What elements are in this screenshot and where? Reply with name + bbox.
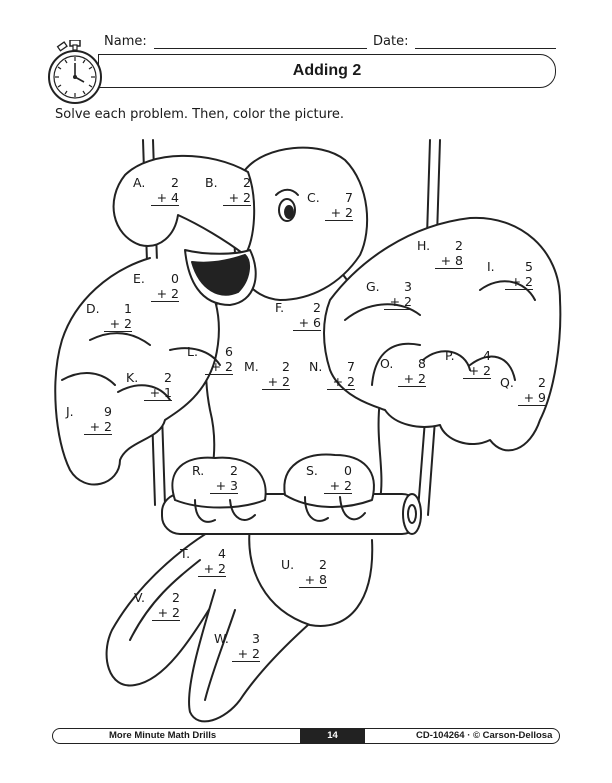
instructions: Solve each problem. Then, color the picture. xyxy=(55,107,345,122)
problem-addend: + 2 xyxy=(327,374,355,390)
problem-top: 3 xyxy=(404,279,412,294)
problem-top: 4 xyxy=(483,348,491,363)
problem-addend: + 6 xyxy=(293,315,321,331)
problem-letter: W. xyxy=(214,631,229,646)
problem-addend: + 2 xyxy=(232,646,260,662)
problem-letter: E. xyxy=(133,271,145,286)
page-title: Adding 2 xyxy=(292,62,362,79)
problem-addend: + 4 xyxy=(151,190,179,206)
problem-letter: S. xyxy=(306,463,318,478)
problem-letter: N. xyxy=(309,359,323,374)
problem-addend: + 2 xyxy=(505,274,533,290)
problem-addend: + 8 xyxy=(435,253,463,269)
problem-top: 7 xyxy=(347,359,355,374)
problem-addend: + 2 xyxy=(223,190,251,206)
page-footer xyxy=(52,728,560,744)
problem-letter: U. xyxy=(281,557,295,572)
problem-addend: + 2 xyxy=(152,605,180,621)
problem-top: 2 xyxy=(243,175,251,190)
problem-addend: + 2 xyxy=(84,419,112,435)
problem-letter: A. xyxy=(133,175,146,190)
problem-letter: O. xyxy=(380,356,394,371)
problem-top: 2 xyxy=(455,238,463,253)
problem-top: 2 xyxy=(282,359,290,374)
date-label: Date: xyxy=(373,34,409,49)
problem-top: 5 xyxy=(525,259,533,274)
problem-addend: + 2 xyxy=(104,316,132,332)
book-title: More Minute Math Drills xyxy=(109,730,217,741)
problem-letter: V. xyxy=(134,590,145,605)
name-label: Name: xyxy=(104,34,147,49)
problem-letter: K. xyxy=(126,370,139,385)
problem-addend: + 1 xyxy=(144,385,172,401)
problem-addend: + 9 xyxy=(518,390,546,406)
problem-top: 3 xyxy=(252,631,260,646)
problem-top: 6 xyxy=(225,344,233,359)
problem-letter: Q. xyxy=(500,375,514,390)
problem-letter: C. xyxy=(307,190,320,205)
problem-top: 2 xyxy=(538,375,546,390)
problem-addend: + 2 xyxy=(205,359,233,375)
problem-addend: + 2 xyxy=(151,286,179,302)
problem-letter: F. xyxy=(275,300,285,315)
problem-letter: L. xyxy=(187,344,198,359)
problem-top: 0 xyxy=(344,463,352,478)
problem-top: 2 xyxy=(230,463,238,478)
problem-top: 8 xyxy=(418,356,426,371)
problem-top: 4 xyxy=(218,546,226,561)
problem-top: 2 xyxy=(313,300,321,315)
problem-top: 0 xyxy=(171,271,179,286)
problem-top: 2 xyxy=(164,370,172,385)
product-code: CD-104264 · © Carson-Dellosa xyxy=(416,730,553,741)
problem-addend: + 2 xyxy=(463,363,491,379)
problem-letter: B. xyxy=(205,175,218,190)
problem-letter: T. xyxy=(180,546,191,561)
problem-letter: H. xyxy=(417,238,431,253)
problem-letter: I. xyxy=(487,259,495,274)
problem-top: 2 xyxy=(319,557,327,572)
problem-addend: + 3 xyxy=(210,478,238,494)
problem-top: 7 xyxy=(345,190,353,205)
problem-addend: + 2 xyxy=(325,205,353,221)
problem-top: 1 xyxy=(124,301,132,316)
problem-addend: + 2 xyxy=(384,294,412,310)
problem-letter: P. xyxy=(445,348,455,363)
problem-addend: + 8 xyxy=(299,572,327,588)
problem-addend: + 2 xyxy=(198,561,226,577)
problem-letter: G. xyxy=(366,279,380,294)
problem-top: 2 xyxy=(171,175,179,190)
problem-letter: M. xyxy=(244,359,259,374)
problem-letter: R. xyxy=(192,463,205,478)
problem-top: 9 xyxy=(104,404,112,419)
problem-letter: D. xyxy=(86,301,100,316)
problem-addend: + 2 xyxy=(398,371,426,387)
problem-letter: J. xyxy=(66,404,74,419)
page-number: 14 xyxy=(300,728,365,744)
problem-addend: + 2 xyxy=(324,478,352,494)
problem-top: 2 xyxy=(172,590,180,605)
problem-addend: + 2 xyxy=(262,374,290,390)
